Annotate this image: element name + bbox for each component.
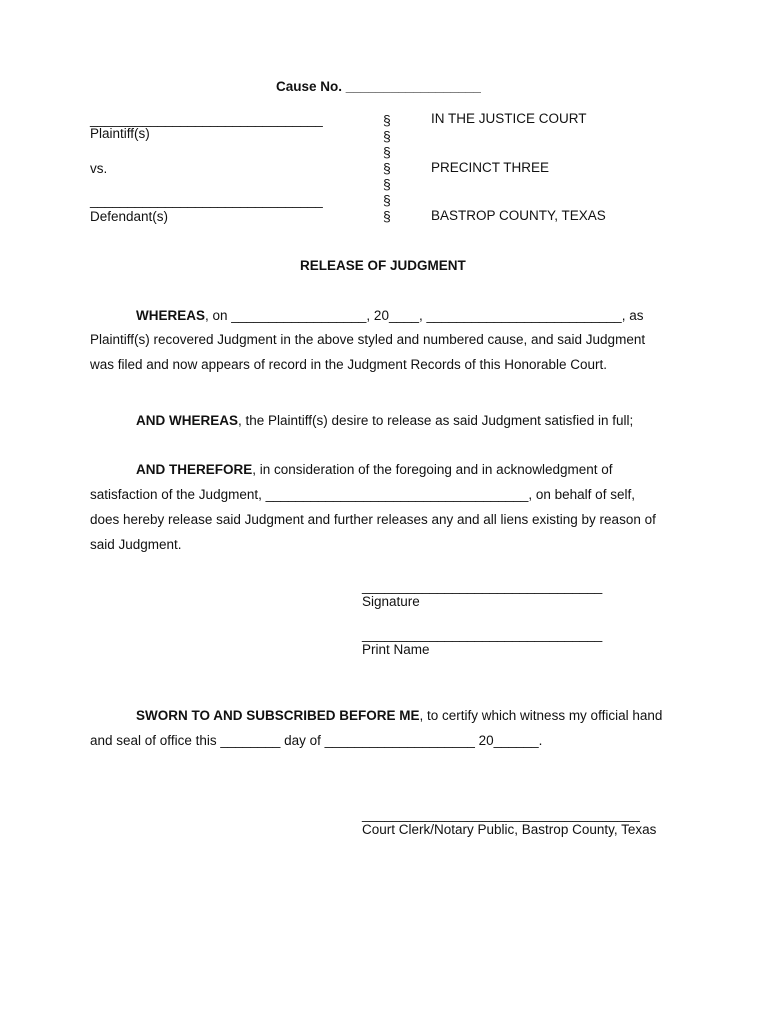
section-symbol: § — [383, 176, 391, 192]
plaintiff-blank: _______________________________ — [90, 112, 323, 127]
and-whereas-text: , the Plaintiff(s) desire to release as said Judgment satisfied in full; — [238, 413, 634, 428]
section-symbol: § — [383, 128, 391, 144]
cause-number: Cause No. __________________ — [276, 79, 481, 94]
sworn-line-2: and seal of office this ________ day of ____________________ 20______. — [90, 733, 543, 748]
therefore-line-4: said Judgment. — [90, 537, 182, 552]
section-symbol: § — [383, 192, 391, 208]
plaintiff-label: Plaintiff(s) — [90, 126, 150, 141]
therefore-line-2: satisfaction of the Judgment, ___________________________________, on behalf of self, — [90, 487, 635, 502]
print-name-label: Print Name — [362, 642, 430, 657]
and-whereas-lead: AND WHEREAS — [136, 413, 239, 428]
defendant-blank: _______________________________ — [90, 193, 323, 208]
therefore-line-3: does hereby release said Judgment and further releases any and all liens existing by reason of — [90, 512, 656, 527]
section-symbol: § — [383, 144, 391, 160]
county-name: BASTROP COUNTY, TEXAS — [431, 208, 606, 223]
sworn-line-1 — [136, 708, 662, 724]
signature-blank: ________________________________ — [362, 579, 603, 594]
therefore-line-1-text: , in consideration of the foregoing and in acknowledgment of — [252, 462, 613, 477]
therefore-line-1 — [136, 462, 613, 478]
clerk-label: Court Clerk/Notary Public, Bastrop County, Texas — [362, 822, 657, 837]
whereas-line-2: Plaintiff(s) recovered Judgment in the above styled and numbered cause, and said Judgment — [90, 332, 646, 347]
print-name-blank: ________________________________ — [362, 627, 603, 642]
sworn-line-1-text: , to certify which witness my official hand — [419, 708, 663, 723]
clerk-signature-blank: _____________________________________ — [362, 807, 640, 822]
section-symbol: § — [383, 112, 391, 128]
and-whereas-line — [136, 413, 633, 429]
whereas-lead: WHEREAS — [136, 308, 206, 323]
whereas-line-1 — [136, 308, 643, 324]
document-title: RELEASE OF JUDGMENT — [300, 258, 466, 273]
section-symbol: § — [383, 208, 391, 224]
therefore-lead: AND THEREFORE — [136, 462, 253, 477]
defendant-label: Defendant(s) — [90, 209, 169, 224]
whereas-line-1-text: , on __________________, 20____, __________________________, as — [205, 308, 644, 323]
signature-label: Signature — [362, 594, 420, 609]
section-symbol: § — [383, 160, 391, 176]
versus-text: vs. — [90, 161, 108, 176]
sworn-lead: SWORN TO AND SUBSCRIBED BEFORE ME — [136, 708, 420, 723]
precinct-name: PRECINCT THREE — [431, 160, 550, 175]
whereas-line-3: was filed and now appears of record in the Judgment Records of this Honorable Court. — [90, 357, 608, 372]
court-name: IN THE JUSTICE COURT — [431, 111, 587, 126]
